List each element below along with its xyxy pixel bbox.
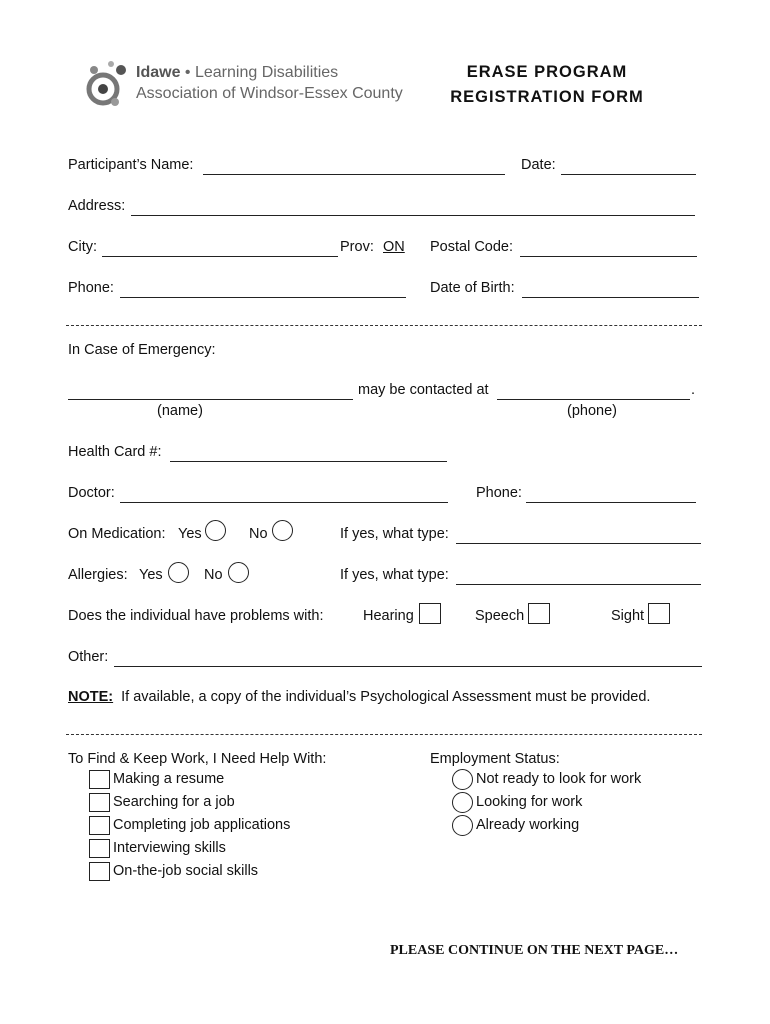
date-label: Date: — [521, 157, 556, 173]
contacted-text: may be contacted at — [358, 382, 489, 398]
on-medication-label: On Medication: — [68, 526, 166, 542]
medication-type-field[interactable] — [456, 543, 701, 544]
other-field[interactable] — [114, 666, 702, 667]
date-field[interactable] — [561, 174, 696, 175]
address-label: Address: — [68, 198, 126, 214]
note — [68, 689, 650, 705]
date-of-birth-label: Date of Birth: — [430, 280, 515, 296]
participant-name-field[interactable] — [203, 174, 505, 175]
help-item-label: Making a resume — [113, 771, 225, 787]
logo-emblem-icon — [84, 58, 134, 110]
medication-yes-radio[interactable] — [205, 520, 226, 541]
emergency-heading: In Case of Emergency: — [68, 342, 216, 358]
help-item-label: On-the-job social skills — [113, 863, 259, 879]
divider — [66, 734, 702, 735]
medication-no-label: No — [249, 526, 268, 542]
note-label: NOTE: — [68, 689, 114, 705]
allergies-no-radio[interactable] — [228, 562, 249, 583]
prov-label: Prov: — [340, 239, 374, 255]
allergies-yes-radio[interactable] — [168, 562, 189, 583]
medication-no-radio[interactable] — [272, 520, 293, 541]
allergies-yes-label: Yes — [139, 567, 163, 583]
prov-value[interactable]: ON — [383, 239, 405, 255]
help-checkbox[interactable] — [89, 793, 110, 812]
city-field[interactable] — [102, 256, 338, 257]
allergies-no-label: No — [204, 567, 223, 583]
employment-heading: Employment Status: — [430, 751, 560, 767]
allergies-label: Allergies: — [68, 567, 128, 583]
divider — [66, 325, 702, 326]
employment-radio[interactable] — [452, 769, 473, 790]
employment-option-label: Not ready to look for work — [476, 771, 642, 787]
logo-line2: Association of Windsor-Essex County — [136, 85, 403, 102]
emergency-phone-field[interactable] — [497, 399, 690, 400]
form-title-line1: ERASE PROGRAM — [466, 63, 628, 81]
postal-code-field[interactable] — [520, 256, 697, 257]
emergency-period: . — [691, 382, 696, 398]
sight-label: Sight — [611, 608, 645, 624]
employment-option-label: Already working — [476, 817, 580, 833]
employment-option-label: Looking for work — [476, 794, 583, 810]
emergency-name-field[interactable] — [68, 399, 353, 400]
allergies-type-label: If yes, what type: — [340, 567, 449, 583]
phone-caption: (phone) — [567, 403, 617, 419]
postal-code-label: Postal Code: — [430, 239, 514, 255]
phone-field[interactable] — [120, 297, 406, 298]
help-checkbox[interactable] — [89, 770, 110, 789]
medication-type-label: If yes, what type: — [340, 526, 449, 542]
participant-name-label: Participant’s Name: — [68, 157, 194, 173]
medication-yes-label: Yes — [178, 526, 202, 542]
hearing-checkbox[interactable] — [419, 603, 441, 624]
help-item-label: Interviewing skills — [113, 840, 226, 856]
allergies-type-field[interactable] — [456, 584, 701, 585]
help-heading: To Find & Keep Work, I Need Help With: — [68, 751, 327, 767]
phone-label: Phone: — [68, 280, 114, 296]
help-item-label: Searching for a job — [113, 794, 235, 810]
help-checkbox[interactable] — [89, 816, 110, 835]
logo-brand: Idawe — [136, 64, 181, 81]
health-card-label: Health Card #: — [68, 444, 162, 460]
doctor-phone-field[interactable] — [526, 502, 696, 503]
speech-checkbox[interactable] — [528, 603, 550, 624]
hearing-label: Hearing — [363, 608, 414, 624]
sight-checkbox[interactable] — [648, 603, 670, 624]
employment-radio[interactable] — [452, 815, 473, 836]
date-of-birth-field[interactable] — [522, 297, 699, 298]
city-label: City: — [68, 239, 97, 255]
other-label: Other: — [68, 649, 109, 665]
form-title-line2: REGISTRATION FORM — [450, 88, 644, 106]
employment-radio[interactable] — [452, 792, 473, 813]
continue-note: PLEASE CONTINUE ON THE NEXT PAGE… — [390, 943, 679, 958]
doctor-phone-label: Phone: — [476, 485, 522, 501]
logo-line1: Learning Disabilities — [194, 64, 339, 81]
help-item-label: Completing job applications — [113, 817, 291, 833]
address-field[interactable] — [131, 215, 695, 216]
note-text: If available, a copy of the individual’s Psychological Assessment must be provided. — [121, 689, 651, 705]
doctor-field[interactable] — [120, 502, 448, 503]
doctor-label: Doctor: — [68, 485, 115, 501]
name-caption: (name) — [157, 403, 203, 419]
help-checkbox[interactable] — [89, 839, 110, 858]
health-card-field[interactable] — [170, 461, 447, 462]
problems-question: Does the individual have problems with: — [68, 608, 324, 624]
speech-label: Speech — [475, 608, 525, 624]
help-checkbox[interactable] — [89, 862, 110, 881]
